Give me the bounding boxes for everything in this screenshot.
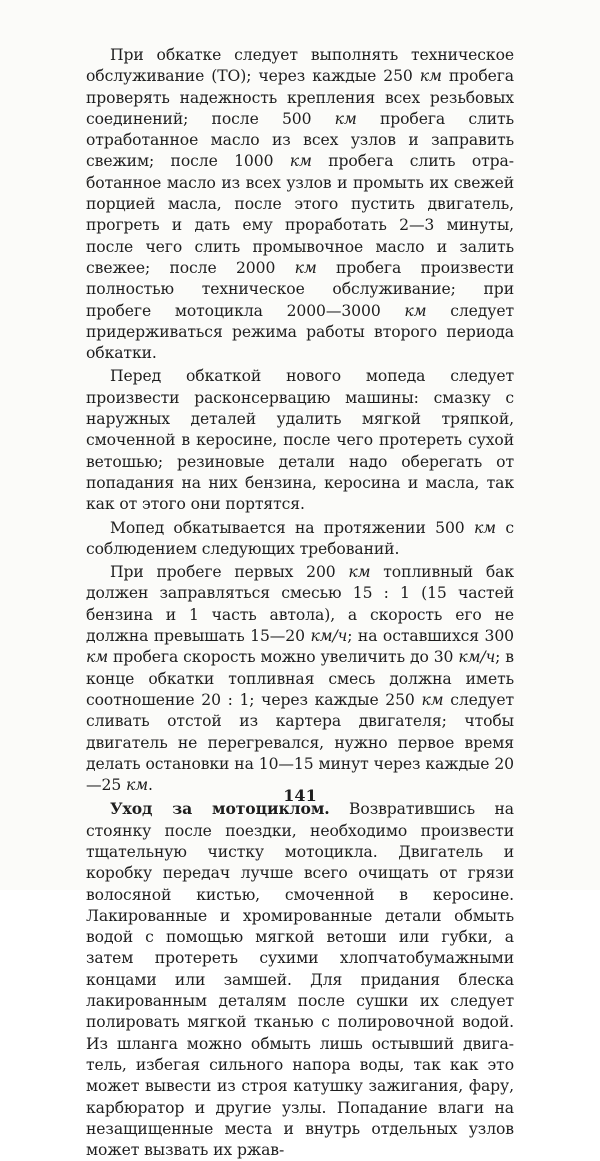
body-text	[86, 45, 514, 1161]
unit-text: км	[419, 67, 442, 86]
unit-text: км	[126, 776, 149, 795]
text-run: Мопед обкатывается на протяжении 500	[110, 518, 474, 537]
text-run: Возвратившись на стоянку после поездки, необходимо произвести тщательную чистку мотоцикла. Двигатель и коробку передач лучше всего очищать от грязи волосяной кистью, смоченной в керосине. Лакированные и хромированные детали обмыть водой с помощью мягкой ветоши или губки, а затем протереть сухими хлопчатобумажными концами или замшей. Для придания блеска лакированным деталям после сушки их следует полировать мягкой тканью с полировочной водой. Из шланга можно обмыть лишь остывший двигатель, избегая сильного напора воды, так как это может вывести из строя катушку зажигания, фару, карбюратор и другие узлы. Попадание влаги на незащищенные места и внутрь отдельных узлов может вызвать их ржав-	[86, 800, 514, 1160]
page-number: 141	[283, 786, 317, 805]
unit-text: км	[294, 258, 317, 277]
text-run: пробега произвести полностью техническое обслуживание; при пробеге мотоцикла 2000—3000	[86, 258, 514, 320]
text-run: пробега проверять надежность крепления всех резьбовых соединений; после 500	[86, 67, 514, 128]
unit-text: км	[421, 690, 444, 709]
paragraph-1	[86, 45, 514, 364]
unit-text: км	[404, 301, 427, 320]
paragraph-2	[86, 366, 514, 515]
unit-text: км	[473, 518, 496, 537]
text-run: пробега слить отработанное масло из всех узлов и промыть их свежей порцией масла, после этого пустить двигатель, прогреть и дать ему проработать 2—3 минуты, после чего слить промывочное масло и залить свежее; после 2000	[86, 152, 515, 277]
text-run: Перед обкаткой нового мопеда следует произвести расконсервацию машины: смазку с наружных деталей удалить мягкой тряпкой, смоченной в керосине, после чего протереть сухой ветошью; резиновые детали надо оберегать от попадания на них бензина, керосина и масла, так как от этого они портятся.	[86, 367, 514, 514]
section-heading: Уход за мотоциклом.	[110, 799, 330, 819]
text-run: следует сливать отстой из картера двигателя; чтобы двигатель не перегревался, нужно первое время делать остановки на 10—15 минут через каждые 20—25	[86, 690, 514, 795]
text-run: При обкатке следует выполнять техническое обслуживание (ТО); через каждые 250	[86, 46, 514, 86]
text-run: пробега слить отработанное масло из всех узлов и заправить свежим; после 1000	[86, 109, 514, 171]
paragraph-5	[86, 798, 514, 1161]
text-run: пробега скорость можно увеличить до 30	[108, 648, 459, 667]
unit-text: км	[86, 648, 109, 667]
unit-text: км/ч	[458, 648, 496, 667]
text-run: с соблюдением следующих требований.	[86, 518, 514, 558]
paragraph-4	[86, 562, 514, 796]
unit-text: км	[348, 563, 371, 582]
text-run: При пробеге первых 200	[110, 563, 349, 582]
text-run: .	[148, 776, 153, 795]
text-run: топливный бак должен заправляться смесью 15 : 1 (15 частей бензина и 1 часть автола), а скорость его не должна превышать 15—20	[86, 563, 514, 646]
unit-text: км	[289, 152, 312, 171]
unit-text: км	[334, 109, 357, 128]
text-run: ; на оставшихся 300	[347, 627, 514, 646]
paragraph-3	[86, 518, 514, 561]
unit-text: км/ч	[310, 627, 348, 646]
text-run: следует придерживаться режима работы второго периода обкатки.	[86, 301, 515, 363]
text-run: ; в конце обкатки топливная смесь должна иметь соотношение 20 : 1; через каждые 250	[86, 648, 514, 709]
